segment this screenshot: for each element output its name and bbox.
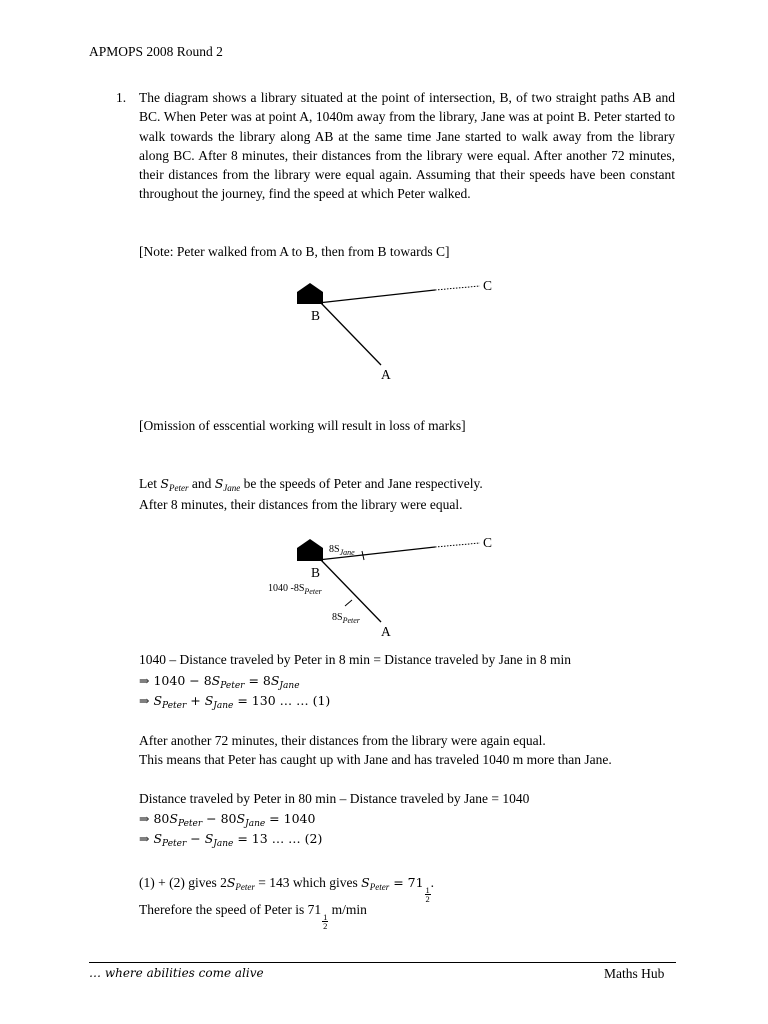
diagram2-peter-distance: $8S_{Peter}$ — [332, 612, 360, 625]
equation-4: ⇒ $S_{Peter} - S_{Jane} = 13$ … … (2) — [139, 831, 323, 849]
solution-after8: After 8 minutes, their distances from the library were equal. — [139, 497, 463, 512]
solution-let-line: Let $S_{Peter}$ and $S_{Jane}$ be the speeds of Peter and Jane respectively. — [139, 476, 483, 493]
footer-brand: Maths Hub — [604, 966, 665, 981]
question-note: [Note: Peter walked from A to B, then from B towards C] — [139, 244, 450, 259]
diagram1-label-c: C — [483, 278, 493, 293]
page-header-title: APMOPS 2008 Round 2 — [89, 44, 223, 59]
footer-tagline: … where abilities come alive — [89, 966, 264, 980]
diagram1-label-a: A — [381, 367, 391, 382]
equation-text-1: 1040 – Distance traveled by Peter in 8 min = Distance traveled by Jane in 8 min — [139, 652, 571, 667]
diagram1-label-b: B — [311, 308, 321, 323]
equation-1: ⇒ $1040 - 8S_{Peter} = 8S_{Jane}$ — [139, 673, 300, 691]
equation-3: ⇒ $80S_{Peter} - 80S_{Jane} = 1040$ — [139, 811, 316, 829]
solution-sum-line: (1) + (2) gives $2S_{Peter} = 143$ which gives $S_{Peter} = 71$ $\frac{1}{2}$ . — [139, 875, 434, 904]
omission-note: [Omission of esscential working will result in loss of marks] — [139, 418, 466, 433]
solution-final-answer: Therefore the speed of Peter is 71 $\frac{1}{2}$ m/min — [139, 902, 367, 931]
peter-tick-mark — [345, 600, 352, 606]
diagram2-bp-distance: 1040 $-8S_{Peter}$ — [268, 583, 322, 596]
equation-2: ⇒ $S_{Peter} + S_{Jane} = 130$ … … (1) — [139, 693, 331, 711]
diagram2-label-c: C — [483, 535, 493, 550]
library-icon-2 — [297, 539, 323, 561]
footer-rule — [89, 962, 676, 963]
diagram2-jane-distance: $8S_{Jane}$ — [329, 544, 355, 557]
path-bc-dotted-2 — [435, 543, 480, 547]
diagram2-label-a: A — [381, 624, 391, 639]
solution-para-3: This means that Peter has caught up with Jane and has traveled 1040 m more than Jane. — [139, 752, 612, 767]
diagram2-label-b: B — [311, 565, 321, 580]
question-number: 1. — [116, 90, 127, 105]
solution-para-2: After another 72 minutes, their distances from the library were again equal. — [139, 733, 546, 748]
solution-para-4: Distance traveled by Peter in 80 min – Distance traveled by Jane = 1040 — [139, 791, 530, 806]
question-text: The diagram shows a library situated at the point of intersection, B, of two straight paths AB and BC. When Peter was at point A, 1040m away from the library, Jane was at point B. Peter started to walk towards the library along AB at the same time Jane started to walk away from the library along BC. After 8 minutes, their distances from the library were equal. After another 72 minutes, their distances from the library were equal again. Assuming that their speeds have been constant throughout the journey, find the speed at which Peter walked. — [139, 90, 675, 202]
